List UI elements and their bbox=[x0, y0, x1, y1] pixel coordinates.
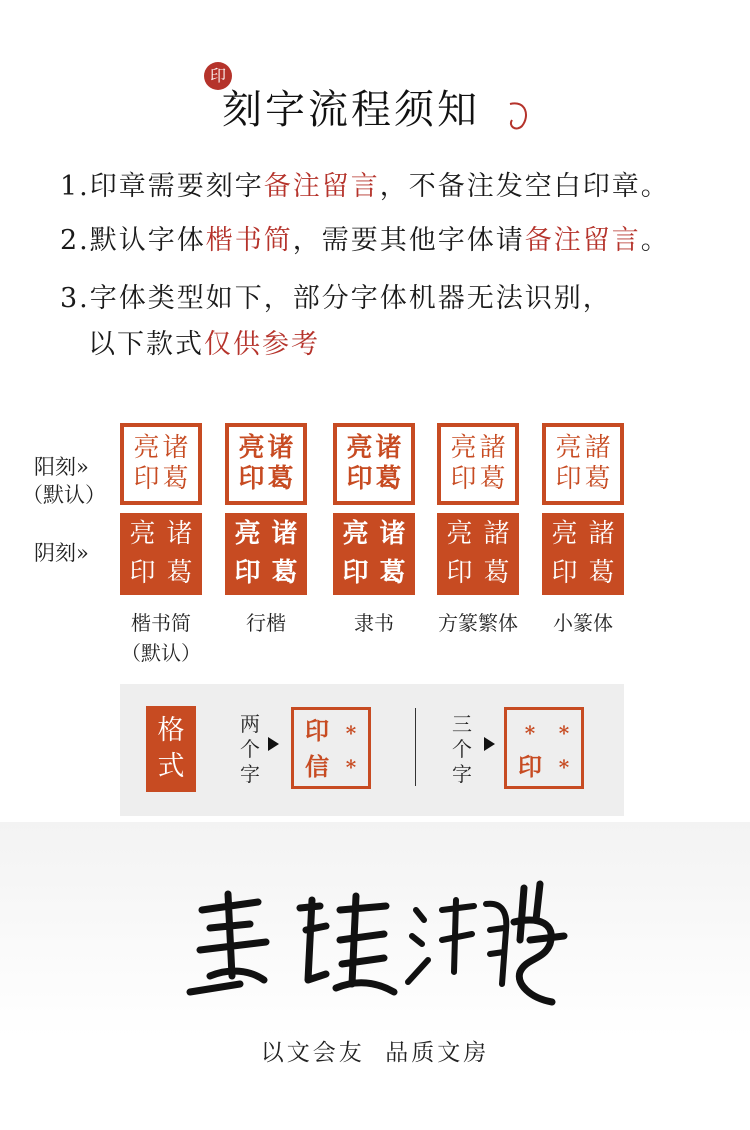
label-char: 字 bbox=[452, 762, 472, 786]
seal-char: 葛 bbox=[267, 464, 294, 494]
instruction-text: ，不备注发空白印章。 bbox=[379, 171, 670, 202]
instruction-line-2 bbox=[60, 218, 670, 257]
label-char: 三 bbox=[452, 712, 472, 736]
seal-char: 諸 bbox=[479, 433, 506, 463]
label-char: 个 bbox=[240, 737, 260, 761]
seal-char: 亮 bbox=[342, 519, 369, 549]
seal-char: 亮 bbox=[446, 519, 473, 549]
yin-row-label: 阴刻» bbox=[34, 541, 89, 565]
seal-char: 诸 bbox=[375, 433, 402, 463]
seal-char: 印 bbox=[129, 558, 156, 588]
seal-char: 诸 bbox=[166, 519, 193, 549]
instruction-text: 。 bbox=[640, 225, 670, 256]
seal-char: 葛 bbox=[479, 464, 506, 494]
seal-yang-fangzhuan bbox=[437, 423, 519, 505]
style-label-xingkai: 行楷 bbox=[246, 611, 286, 635]
seal-char: 葛 bbox=[483, 558, 510, 588]
instruction-highlight: 备注留言 bbox=[524, 225, 641, 256]
seal-char: 諸 bbox=[483, 519, 510, 549]
seal-char: 葛 bbox=[162, 464, 189, 494]
format-tag-char: 式 bbox=[157, 751, 185, 782]
seal-yin-xiaozhuan bbox=[542, 513, 624, 595]
seal-yin-lishu bbox=[333, 513, 415, 595]
seal-char: 印 bbox=[346, 464, 373, 494]
seal-char: 诸 bbox=[271, 519, 298, 549]
seal-char: * bbox=[345, 755, 357, 779]
page-title: 刻字流程须知 bbox=[222, 87, 480, 133]
format-tag bbox=[146, 706, 196, 792]
instruction-highlight: 备注留言 bbox=[263, 171, 380, 202]
seal-char: 诸 bbox=[379, 519, 406, 549]
instruction-text: ，需要其他字体请 bbox=[292, 225, 525, 256]
brush-swirl-icon bbox=[504, 98, 532, 132]
seal-char: 信 bbox=[305, 752, 329, 781]
instruction-highlight: 仅供参考 bbox=[204, 329, 320, 360]
brand-calligraphy-logo bbox=[180, 880, 570, 1010]
two-char-example-seal bbox=[291, 707, 371, 789]
seal-char: 亮 bbox=[238, 433, 265, 463]
seal-char: 印 bbox=[234, 558, 261, 588]
yang-row-label: 阳刻» bbox=[34, 455, 89, 479]
instruction-highlight: 楷书简 bbox=[205, 225, 293, 256]
seal-yang-xingkai bbox=[225, 423, 307, 505]
seal-char: 印 bbox=[342, 558, 369, 588]
seal-char: * bbox=[558, 721, 570, 745]
seal-char: 印 bbox=[555, 464, 582, 494]
seal-yin-kaishu bbox=[120, 513, 202, 595]
style-label-default-note: （默认） bbox=[121, 641, 201, 665]
label-char: 字 bbox=[240, 762, 260, 786]
title-seal-icon: 印 bbox=[204, 62, 232, 90]
style-label-lishu: 隶书 bbox=[354, 611, 394, 635]
seal-char: * bbox=[524, 721, 536, 745]
instruction-text: 以下款式 bbox=[88, 329, 204, 360]
seal-char: 印 bbox=[446, 558, 473, 588]
seal-char: * bbox=[345, 721, 357, 745]
seal-char: 諸 bbox=[588, 519, 615, 549]
seal-char: 葛 bbox=[588, 558, 615, 588]
divider bbox=[415, 708, 416, 786]
seal-char: 印 bbox=[518, 752, 542, 781]
seal-yin-xingkai bbox=[225, 513, 307, 595]
three-char-example-seal bbox=[504, 707, 584, 789]
yang-default-note: （默认） bbox=[22, 483, 106, 507]
seal-char: 亮 bbox=[133, 433, 160, 463]
brand-slogan: 以文会友 品质文房 bbox=[260, 1040, 490, 1066]
seal-char: 印 bbox=[305, 716, 329, 745]
seal-char: 葛 bbox=[375, 464, 402, 494]
two-char-label bbox=[238, 712, 262, 787]
label-char: 个 bbox=[452, 737, 472, 761]
seal-char: 亮 bbox=[346, 433, 373, 463]
seal-char: 亮 bbox=[234, 519, 261, 549]
instruction-line-1 bbox=[60, 164, 670, 203]
seal-char: 亮 bbox=[551, 519, 578, 549]
format-tag-char: 格 bbox=[157, 715, 185, 746]
style-label-kaishu: 楷书简 bbox=[131, 611, 191, 635]
instruction-text: 3.字体类型如下，部分字体机器无法识别， bbox=[60, 283, 612, 314]
seal-char: 印 bbox=[450, 464, 477, 494]
seal-char: 葛 bbox=[379, 558, 406, 588]
label-char: 两 bbox=[240, 712, 260, 736]
arrow-right-icon bbox=[484, 737, 495, 751]
three-char-label bbox=[450, 712, 474, 787]
seal-yang-kaishu bbox=[120, 423, 202, 505]
instruction-text: 2.默认字体 bbox=[60, 225, 206, 256]
seal-char: * bbox=[558, 755, 570, 779]
seal-char: 亮 bbox=[450, 433, 477, 463]
seal-yang-xiaozhuan bbox=[542, 423, 624, 505]
seal-char: 諸 bbox=[584, 433, 611, 463]
instruction-line-3 bbox=[60, 276, 612, 315]
seal-char: 印 bbox=[238, 464, 265, 494]
seal-char: 葛 bbox=[166, 558, 193, 588]
seal-char: 诸 bbox=[267, 433, 294, 463]
arrow-right-icon bbox=[268, 737, 279, 751]
style-label-fangzhuan: 方篆繁体 bbox=[438, 611, 518, 635]
seal-char: 葛 bbox=[584, 464, 611, 494]
seal-char: 诸 bbox=[162, 433, 189, 463]
seal-char: 亮 bbox=[129, 519, 156, 549]
seal-char: 亮 bbox=[555, 433, 582, 463]
seal-char: 印 bbox=[133, 464, 160, 494]
style-label-xiaozhuan: 小篆体 bbox=[553, 611, 613, 635]
seal-yin-fangzhuan bbox=[437, 513, 519, 595]
instruction-line-4 bbox=[88, 322, 320, 361]
seal-char: 印 bbox=[551, 558, 578, 588]
instruction-text: 1.印章需要刻字 bbox=[60, 171, 264, 202]
seal-yang-lishu bbox=[333, 423, 415, 505]
seal-char: 葛 bbox=[271, 558, 298, 588]
